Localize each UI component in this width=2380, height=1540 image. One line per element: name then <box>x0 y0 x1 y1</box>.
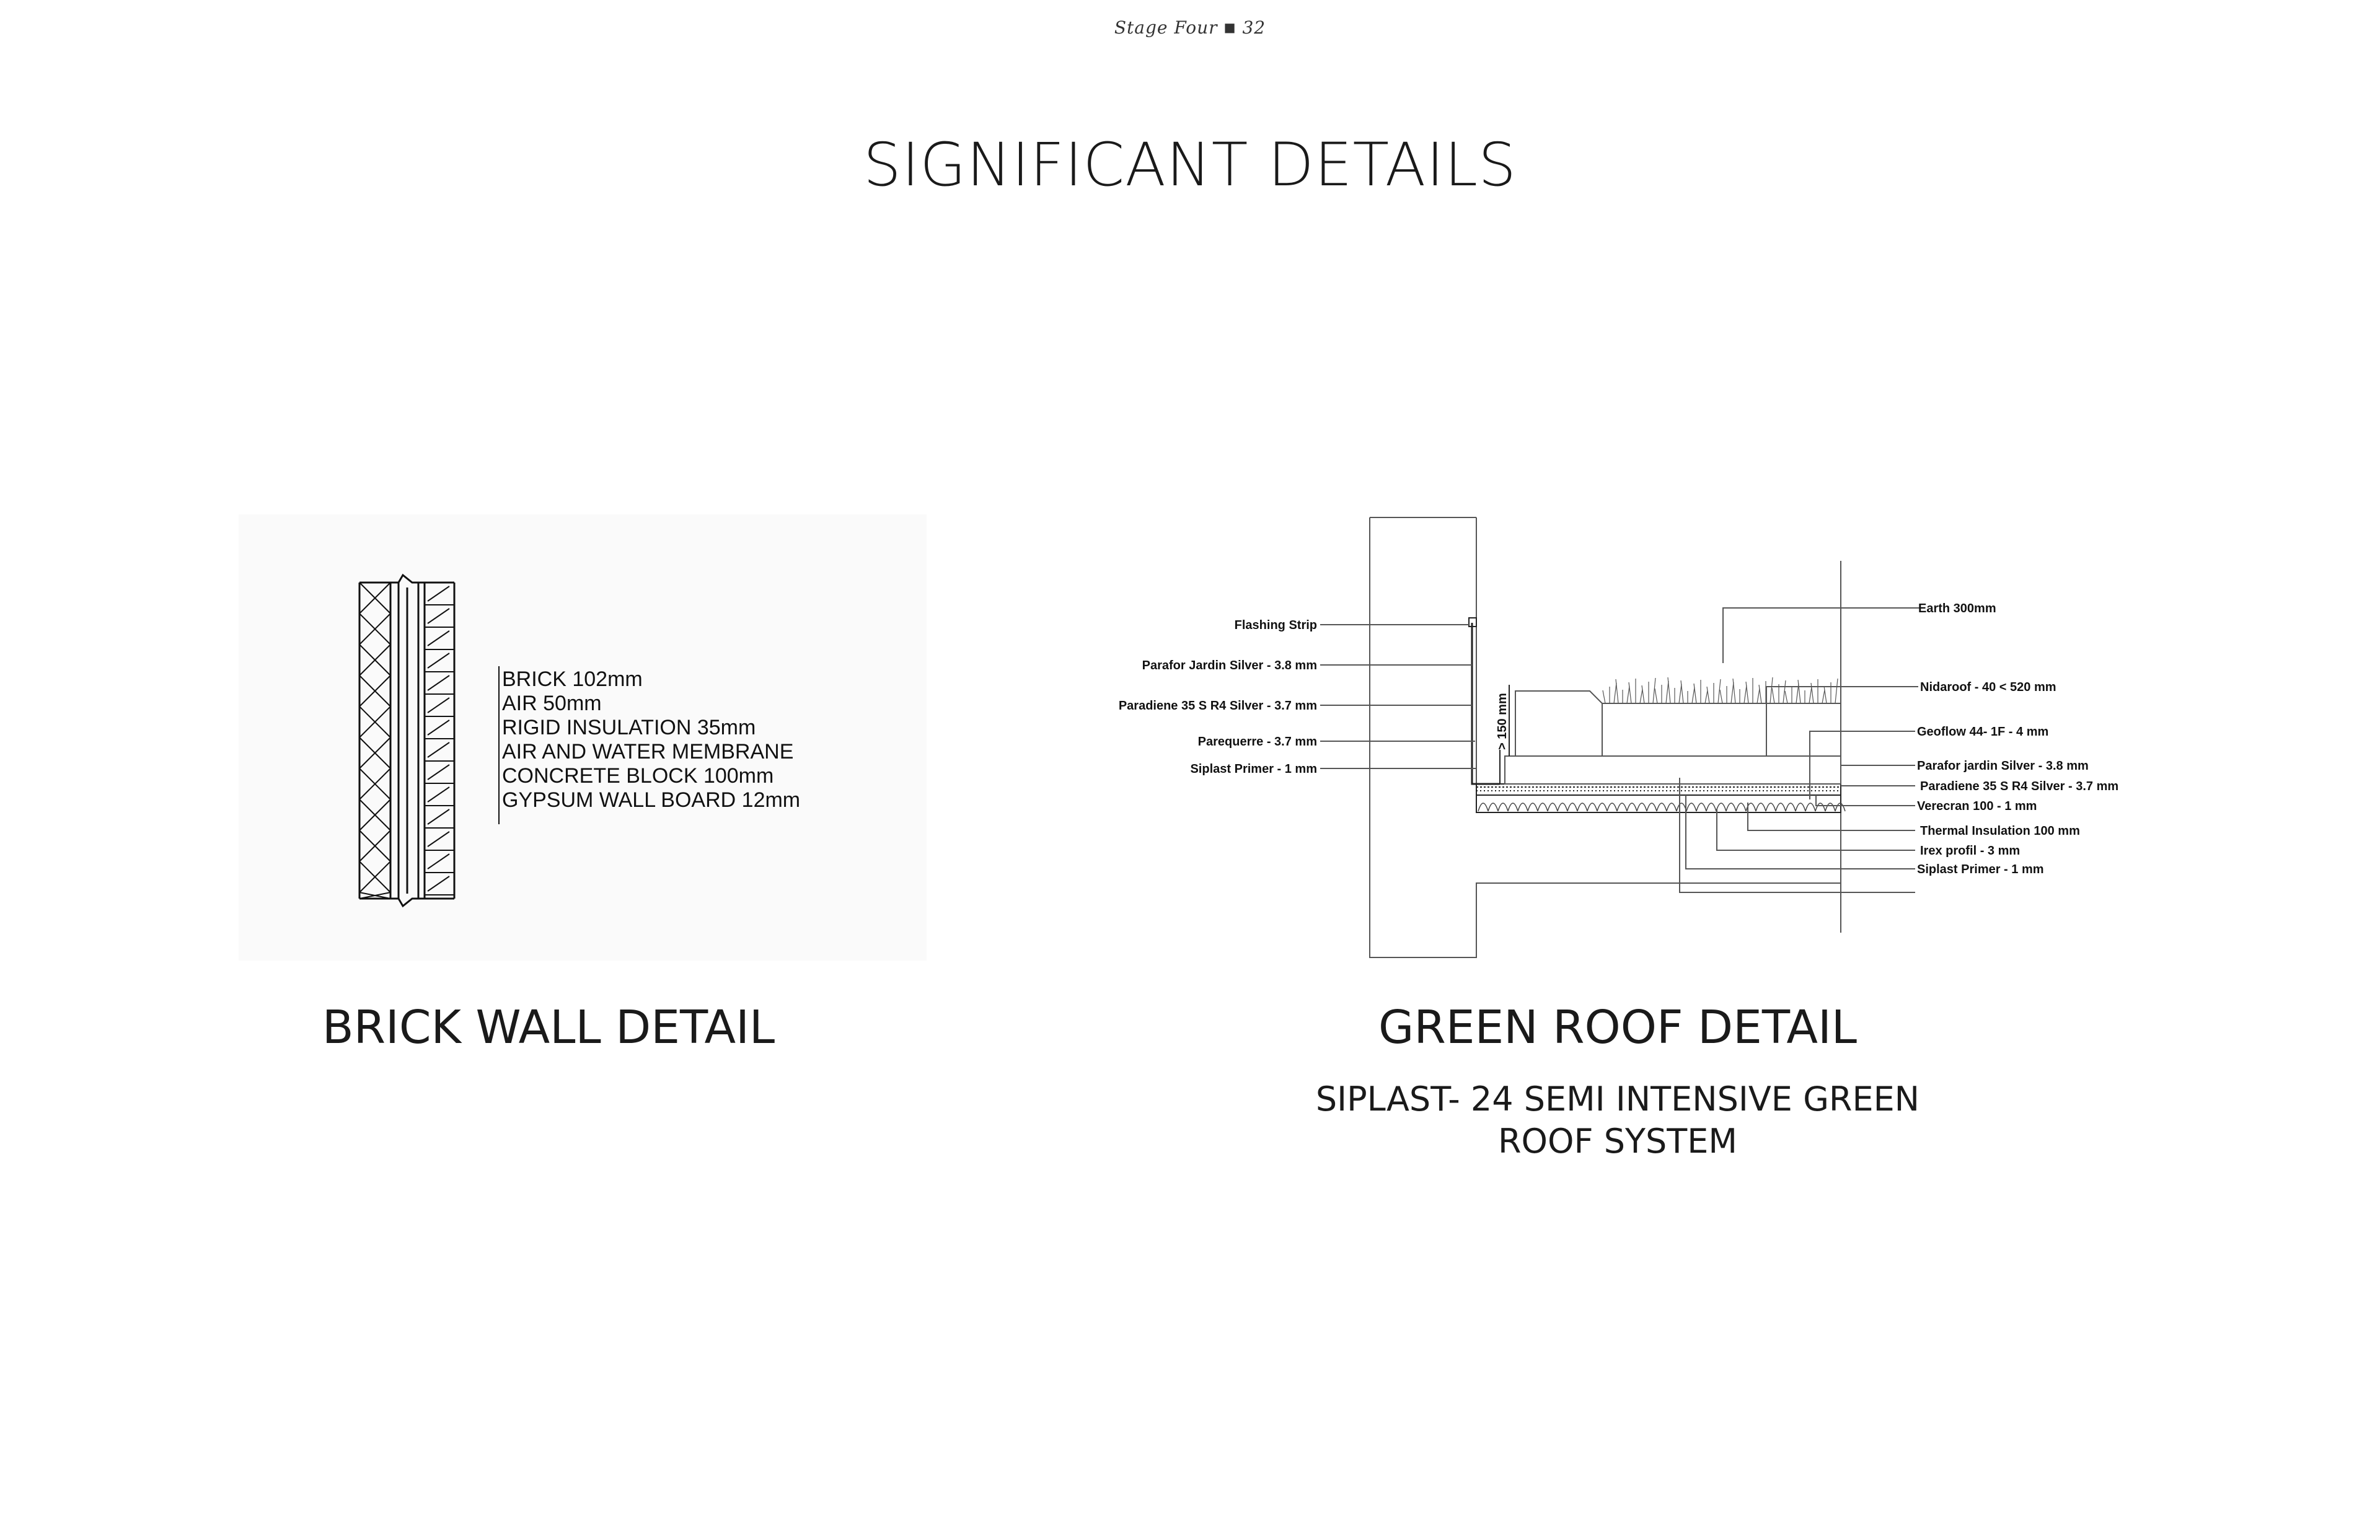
layer-label: RIGID INSULATION 35mm <box>502 716 756 739</box>
green-roof-drawing <box>1103 511 2157 970</box>
dimension-label: > 150 mm <box>1496 693 1509 750</box>
roof-label: Parequerre - 3.7 mm <box>1197 735 1317 749</box>
layer-label: GYPSUM WALL BOARD 12mm <box>502 788 801 812</box>
layer-label: CONCRETE BLOCK 100mm <box>502 764 774 788</box>
section-name: Stage Four <box>1114 17 1218 38</box>
subcaption-line: ROOF SYSTEM <box>1498 1122 1737 1161</box>
layer-label: AIR 50mm <box>502 692 602 715</box>
roof-structure <box>1320 517 1924 957</box>
green-roof-subcaption <box>1277 1078 1959 1163</box>
subcaption-line: SIPLAST- 24 SEMI INTENSIVE GREEN <box>1315 1080 1920 1119</box>
roof-label: Thermal Insulation 100 mm <box>1920 824 2080 838</box>
roof-label: Siplast Primer - 1 mm <box>1190 762 1317 776</box>
page-title: SIGNIFICANT DETAILS <box>863 130 1517 200</box>
green-roof-caption: GREEN ROOF DETAIL <box>1378 1001 1857 1054</box>
brick-wall-caption: BRICK WALL DETAIL <box>322 1001 775 1054</box>
separator-square-icon: ■ <box>1223 20 1236 35</box>
roof-left-labels <box>1119 618 1317 776</box>
roof-label: Earth 300mm <box>1918 602 1996 615</box>
roof-label: Geoflow 44- 1F - 4 mm <box>1917 725 2049 739</box>
roof-label: Irex profil - 3 mm <box>1920 844 2021 858</box>
roof-label: Parafor jardin Silver - 3.8 mm <box>1917 759 2089 773</box>
layer-label: BRICK 102mm <box>502 667 643 691</box>
brick-wall-drawing <box>239 514 927 961</box>
roof-label: Nidaroof - 40 < 520 mm <box>1920 680 2056 694</box>
roof-label: Siplast Primer - 1 mm <box>1917 863 2044 876</box>
layer-label: AIR AND WATER MEMBRANE <box>502 740 794 763</box>
page-header <box>0 17 2380 38</box>
page-number: 32 <box>1242 17 1266 38</box>
roof-label: Paradiene 35 S R4 Silver - 3.7 mm <box>1920 780 2119 793</box>
roof-label: Parafor Jardin Silver - 3.8 mm <box>1142 659 1317 672</box>
roof-label: Paradiene 35 S R4 Silver - 3.7 mm <box>1118 699 1317 713</box>
roof-right-labels <box>1917 602 2118 876</box>
roof-label: Flashing Strip <box>1234 618 1317 632</box>
roof-label: Verecran 100 - 1 mm <box>1917 799 2037 813</box>
